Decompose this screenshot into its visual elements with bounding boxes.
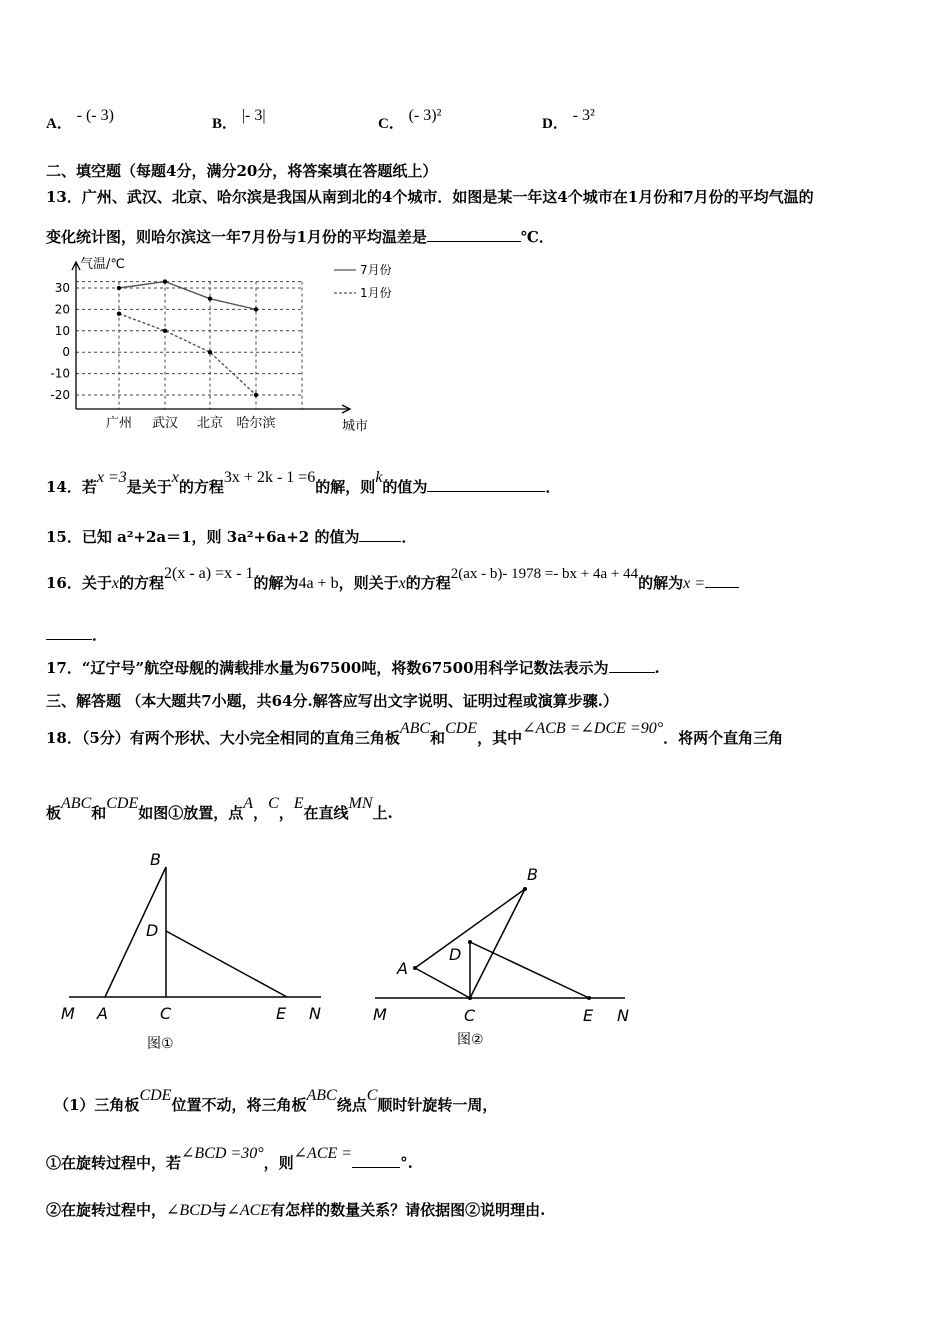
data-point [163,329,167,333]
y-tick-label: -20 [50,388,70,402]
answer-blank[interactable] [427,227,521,242]
q13-line2: 变化统计图，则哈尔滨这一年7月份与1月份的平均温差是 ℃． [46,228,554,246]
legend-jan: 1月份 [360,286,392,300]
answer-blank-cont[interactable] [46,625,92,640]
figure-1-caption: 图① [147,1036,174,1052]
figure-1 [55,848,335,1058]
label-m: M [373,1005,387,1024]
q18-line1: 18．（5分）有两个形状、大小完全相同的直角三角板ABC和CDE，其中∠ACB =∠DCE =90°．将两个直角三角 [46,720,784,747]
y-tick-label: 0 [62,345,70,360]
data-point [254,393,258,397]
q18-sub3: ②在旋转过程中，∠BCD与∠ACE有怎样的数量关系？请依据图②说明理由. [46,1201,546,1219]
series-line-0 [119,282,256,310]
x-tick-label: 哈尔滨 [236,416,276,431]
legend-july: 7月份 [360,263,392,277]
q17: 17．“辽宁号”航空母舰的满载排水量为67500吨，将数67500用科学记数法表示为 . [46,659,660,677]
y-tick-label: 10 [54,323,70,338]
answer-blank[interactable] [609,658,655,673]
answer-blank[interactable] [705,573,739,588]
chart-axes [72,262,350,413]
label-a: A [97,1004,108,1023]
figure-2-caption: 图② [457,1032,484,1048]
q18-sub1: （1）三角板CDE位置不动，将三角板ABC绕点C顺时针旋转一周， [54,1087,498,1114]
label-c: C [160,1004,172,1023]
option-d: D． - 3² [542,107,595,132]
q16-cont: ． [46,624,107,645]
label-n: N [617,1006,629,1025]
data-point [117,311,121,315]
q13-line1: 13．广州、武汉、北京、哈尔滨是我国从南到北的4个城市．如图是某一年这4个城市在1月份和7月份的平均气温的 [46,188,814,206]
x-tick-label: 广州 [105,416,133,431]
chart-series [117,279,258,397]
chart-ylabel: 气温/℃ [80,257,125,272]
label-m: M [61,1004,75,1023]
series-line-1 [119,314,256,395]
data-point [208,297,212,301]
q14: 14．若x =3是关于x的方程3x + 2k - 1 =6的解，则k的值为 ． [46,469,561,496]
section-2-title: 二、填空题（每题4分，满分20分，将答案填在答题纸上） [46,162,438,180]
data-point [117,286,121,290]
data-point [208,350,212,354]
data-point [163,279,167,283]
label-d: D [146,921,159,940]
label-d: D [449,945,462,964]
label-a: A [397,959,408,978]
option-b: B． |- 3| [212,107,266,132]
chart-xlabel: 城市 [342,419,369,434]
y-tick-label: 30 [54,281,70,295]
answer-blank[interactable] [359,527,401,542]
answer-blank[interactable] [427,477,545,492]
option-a: A． - (- 3) [46,107,114,132]
q16: 16．关于x的方程2(x - a) =x - 1的解为4a + b，则关于x的方程2(ax - b)- 1978 =- bx + 4a + 44的解为x = [46,572,739,593]
q18-line2: 板ABC和CDE如图①放置，点A，C，E在直线MN上. [46,795,393,822]
data-point [254,307,258,311]
figure-2 [365,858,645,1058]
label-e: E [276,1004,287,1023]
label-b: B [527,865,538,884]
label-b: B [150,850,161,869]
label-n: N [309,1004,321,1023]
q15: 15．已知 a²+2a＝1，则 3a²+6a+2 的值为 ． [46,528,417,546]
chart-grid [76,282,302,409]
x-tick-label: 武汉 [151,416,179,431]
answer-blank[interactable] [352,1153,400,1168]
label-e: E [583,1006,594,1025]
section-3-title: 三、解答题 （本大题共7小题，共64分.解答应写出文字说明、证明过程或演算步骤.） [46,692,618,710]
label-c: C [464,1006,476,1025]
option-c: C． (- 3)² [378,107,442,132]
y-tick-label: 20 [54,302,70,317]
q18-sub2: ①在旋转过程中，若∠BCD =30°，则∠ACE =°. [46,1145,413,1172]
x-tick-label: 北京 [196,416,224,431]
y-tick-label: -10 [50,366,70,381]
temperature-chart [44,250,424,440]
